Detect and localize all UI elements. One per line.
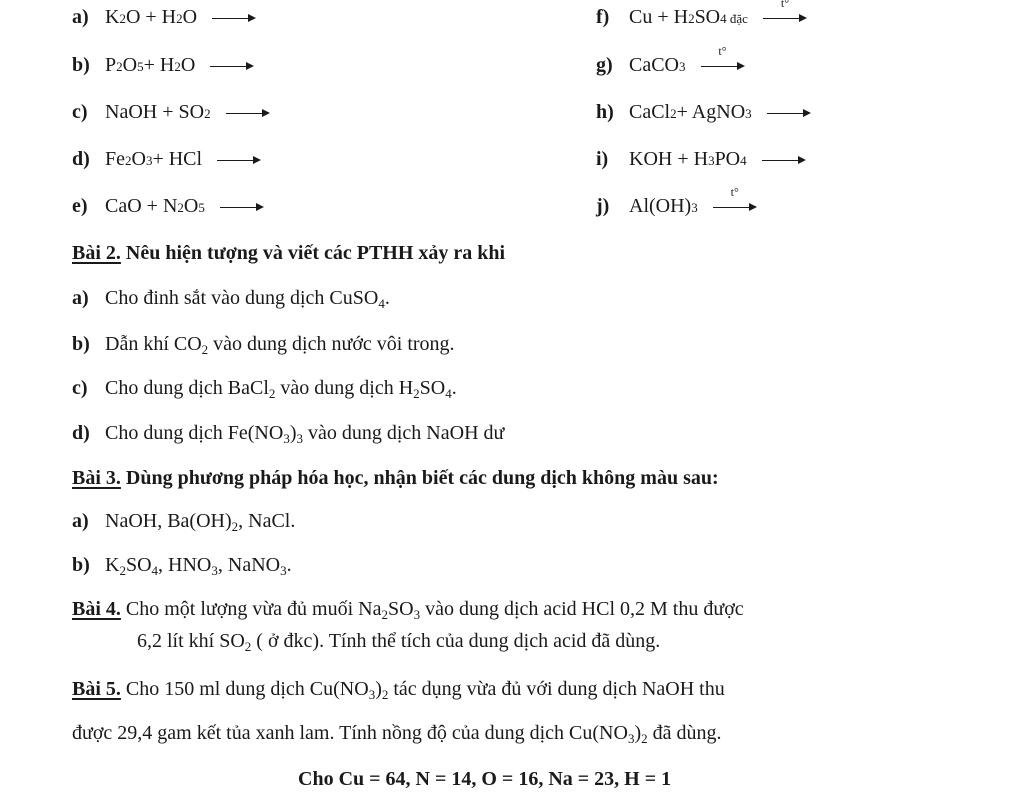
- text-run: CaCO: [629, 54, 679, 76]
- subscript: 4: [445, 386, 452, 401]
- exercise-number: Bài 2.: [72, 242, 121, 264]
- text-run: , NaNO: [217, 554, 281, 576]
- reaction-arrow: [217, 153, 261, 167]
- bai4-line1: [72, 596, 744, 622]
- subscript: 3: [211, 563, 218, 578]
- bai5-line1: [72, 676, 725, 702]
- equation: CaO + N 2 O 5: [105, 195, 205, 217]
- text-run: tác dụng vừa đủ với dung dịch NaOH thu: [388, 678, 725, 700]
- item-label: d): [72, 422, 90, 444]
- text-run: được 29,4 gam kết tủa xanh lam. Tính nồng độ của dung dịch Cu(NO: [72, 722, 628, 744]
- reaction-j: [596, 185, 757, 219]
- reaction-h: [596, 99, 811, 125]
- subscript: 2: [231, 519, 239, 534]
- subscript: 2: [641, 731, 648, 746]
- equation: Al(OH) 3: [629, 195, 698, 217]
- text-run: SO: [125, 554, 152, 576]
- item-text: [105, 333, 455, 355]
- reaction-arrow: [767, 106, 811, 120]
- exercise-number: Bài 4.: [72, 598, 121, 620]
- subscript: 2: [381, 607, 388, 622]
- subscript: 3: [283, 431, 290, 446]
- subscript: 3: [296, 431, 303, 446]
- reaction-arrow: [701, 44, 745, 73]
- text-run: vào dung dịch acid HCl 0,2 M thu được: [420, 598, 744, 620]
- text-run: Cho 150 ml dung dịch Cu(NO: [125, 678, 369, 700]
- bai3-item-a: [72, 508, 295, 534]
- equation: P 2 O 5 + H 2 O: [105, 54, 196, 76]
- text-run: KOH + H: [629, 148, 709, 170]
- text-run: NaOH, Ba(OH): [105, 510, 232, 532]
- text-run: K: [105, 554, 120, 576]
- subscript: 2: [268, 386, 276, 401]
- bai2-item-a: [72, 285, 390, 311]
- text-run: PO: [714, 148, 741, 170]
- item-label: h): [596, 101, 614, 123]
- text-run: O: [180, 54, 196, 76]
- bai3-item-b: [72, 552, 292, 578]
- text-run: O: [131, 148, 146, 170]
- heat-condition: t°: [780, 0, 789, 11]
- exercise-text: [126, 678, 725, 700]
- item-label: a): [72, 6, 89, 28]
- reaction-e: [72, 193, 264, 219]
- item-text: [105, 422, 504, 444]
- item-label: c): [72, 377, 88, 399]
- text-run: Cho dung dịch BaCl: [105, 377, 269, 399]
- text-run: CaO + N: [105, 195, 178, 217]
- text-run: đã dùng.: [647, 722, 722, 744]
- subscript: 3: [368, 687, 376, 702]
- text-run: SO: [419, 377, 446, 399]
- text-run: + AgNO: [676, 101, 746, 123]
- reaction-a: [72, 4, 256, 30]
- text-run: vào dung dịch NaOH dư: [303, 422, 505, 444]
- equation: NaOH + SO 2: [105, 101, 211, 123]
- item-text: [105, 510, 295, 532]
- text-run: vào dung dịch H: [275, 377, 414, 399]
- bai3-heading: [72, 465, 719, 491]
- subscript: 3: [627, 731, 635, 746]
- item-label: a): [72, 287, 89, 309]
- reaction-c: [72, 99, 270, 125]
- equation: KOH + H 3 PO 4: [629, 148, 747, 170]
- text-run: O: [182, 6, 198, 28]
- text-run: O: [183, 195, 199, 217]
- exercise-title: Nêu hiện tượng và viết các PTHH xảy ra khi: [125, 242, 506, 264]
- subscript: 2: [381, 687, 389, 702]
- text-run: 6,2 lít khí SO: [137, 630, 245, 652]
- equation: CaCl 2 + AgNO 3: [629, 101, 752, 123]
- text-run: ): [375, 678, 382, 700]
- text-run: Cho một lượng vừa đủ muối Na: [125, 598, 382, 620]
- item-label: c): [72, 101, 88, 123]
- bai2-item-b: [72, 331, 455, 357]
- exercise-text: [72, 722, 722, 744]
- item-text: [105, 554, 292, 576]
- text-run: ): [634, 722, 642, 744]
- bai5-line2: [72, 720, 722, 746]
- equation: Fe 2 O 3 + HCl: [105, 148, 203, 170]
- subscript: 3: [413, 607, 421, 622]
- text-run: + HCl: [152, 148, 203, 170]
- reaction-i: [596, 146, 806, 172]
- bai4-line2: [137, 628, 660, 654]
- item-label: f): [596, 6, 610, 28]
- item-label: b): [72, 54, 90, 76]
- text-run: ): [289, 422, 297, 444]
- item-text: [105, 287, 390, 309]
- item-label: i): [596, 148, 609, 170]
- text-run: , HNO: [158, 554, 212, 576]
- text-run: vào dung dịch nước vôi trong.: [208, 333, 455, 355]
- item-label: g): [596, 54, 613, 76]
- reaction-arrow: [763, 0, 807, 25]
- subscript: 3: [280, 563, 287, 578]
- text-run: Fe: [105, 148, 125, 170]
- subscript: 2: [201, 342, 209, 357]
- text-run: Al(OH): [629, 195, 692, 217]
- exercise-text: [137, 630, 660, 652]
- text-run: K: [105, 6, 120, 28]
- bai2-heading: [72, 240, 505, 266]
- bai2-item-d: [72, 420, 504, 446]
- item-label: b): [72, 333, 90, 355]
- text-run: .: [286, 554, 292, 576]
- subscript: 2: [413, 386, 420, 401]
- text-run: , NaCl.: [238, 510, 296, 532]
- text-run: Cho dung dịch Fe(NO: [105, 422, 284, 444]
- exercise-number: Bài 3.: [72, 467, 121, 489]
- item-label: b): [72, 554, 90, 576]
- item-label: e): [72, 195, 88, 217]
- reaction-arrow: [212, 11, 256, 25]
- item-label: d): [72, 148, 90, 170]
- equation: K 2 O + H 2 O: [105, 6, 198, 28]
- item-label: a): [72, 510, 89, 532]
- reaction-f: [596, 0, 807, 30]
- text-run: + H: [143, 54, 175, 76]
- text-run: NaOH + SO: [105, 101, 205, 123]
- item-label: j): [596, 195, 610, 217]
- reaction-arrow: [210, 59, 254, 73]
- text-run: P: [105, 54, 117, 76]
- exercise-text: [126, 598, 744, 620]
- text-run: .: [451, 377, 457, 399]
- equation: CaCO 3: [629, 54, 686, 76]
- text-run: Dẫn khí CO: [105, 333, 202, 355]
- text-run: O + H: [125, 6, 177, 28]
- bai2-item-c: [72, 375, 457, 401]
- reaction-d: [72, 146, 261, 172]
- reaction-b: [72, 52, 254, 78]
- subscript: 4: [378, 296, 385, 311]
- reaction-g: [596, 44, 745, 78]
- reaction-arrow: [226, 106, 270, 120]
- heat-condition: t°: [718, 44, 727, 59]
- text-run: SO: [387, 598, 414, 620]
- reaction-arrow: [713, 185, 757, 214]
- exercise-title: Dùng phương pháp hóa học, nhận biết các dung dịch không màu sau:: [125, 467, 719, 489]
- text-run: CaCl: [629, 101, 671, 123]
- text-run: O: [122, 54, 138, 76]
- text-run: ( ở đkc). Tính thể tích của dung dịch acid đã dùng.: [251, 630, 661, 652]
- text-run: .: [384, 287, 390, 309]
- text-run: SO: [694, 6, 721, 28]
- text-run: Cu + H: [629, 6, 689, 28]
- subscript: 2: [119, 563, 126, 578]
- atomic-mass-note: Cho Cu = 64, N = 14, O = 16, Na = 23, H = 1: [298, 768, 672, 790]
- subscript: 4: [151, 563, 159, 578]
- reaction-arrow: [220, 200, 264, 214]
- item-text: [105, 377, 457, 399]
- heat-condition: t°: [730, 185, 739, 200]
- text-run: Cho đinh sắt vào dung dịch CuSO: [105, 287, 379, 309]
- exercise-number: Bài 5.: [72, 678, 121, 700]
- reaction-arrow: [762, 153, 806, 167]
- equation: Cu + H 2 SO 4 đặc: [629, 6, 748, 28]
- subscript: 2: [244, 639, 252, 654]
